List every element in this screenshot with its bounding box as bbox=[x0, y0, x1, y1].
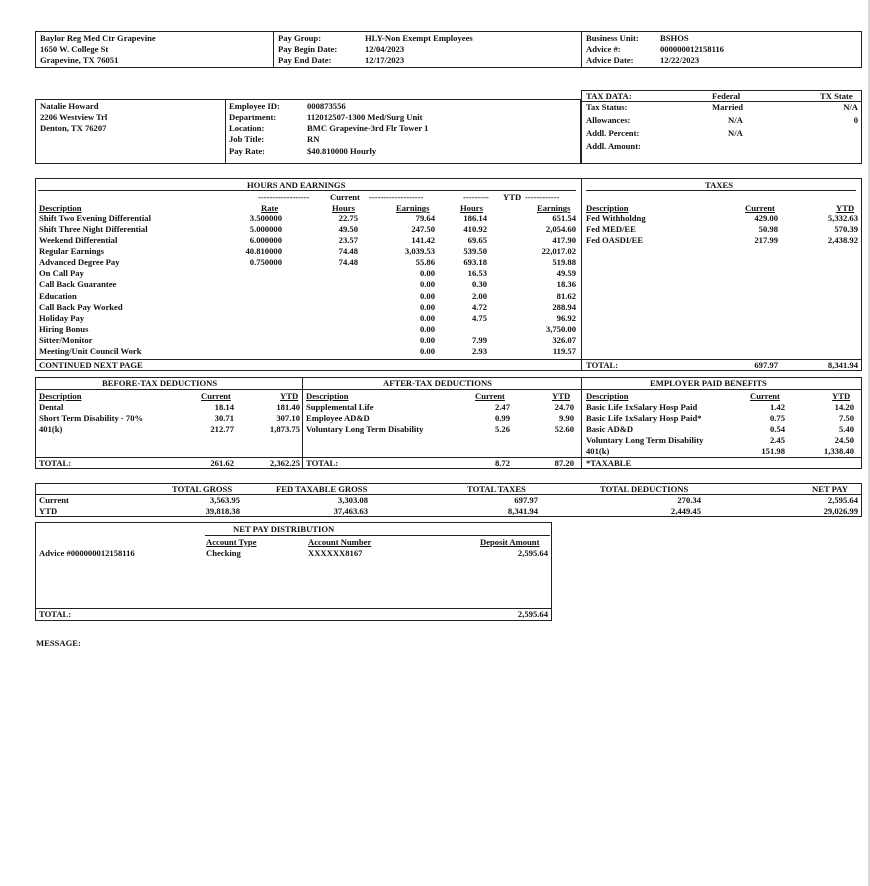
current-hours-header: Hours bbox=[332, 203, 355, 213]
taxes-total-current: 697.97 bbox=[754, 360, 778, 370]
earning-ytd-hours: 0.30 bbox=[471, 279, 487, 290]
before-tax-ytd: 307.10 bbox=[276, 413, 300, 423]
earning-description: Meeting/Unit Council Work bbox=[39, 345, 142, 356]
earning-current-hours: 22.75 bbox=[338, 213, 358, 223]
benefit-current: 0.54 bbox=[769, 424, 785, 434]
addl-amount-label: Addl. Amount: bbox=[586, 141, 641, 151]
earning-ytd-amount: 18.36 bbox=[556, 279, 576, 290]
after-tax-ytd-header: YTD bbox=[552, 391, 571, 401]
benefit-ytd: 14.20 bbox=[834, 402, 854, 412]
earning-ytd-hours: 4.72 bbox=[471, 301, 487, 312]
location-value: BMC Grapevine-3rd Flr Tower 1 bbox=[307, 123, 429, 133]
earning-current-amount: 0.00 bbox=[419, 301, 435, 312]
after-tax-ytd: 52.60 bbox=[554, 424, 574, 434]
benefit-ytd: 24.50 bbox=[834, 435, 854, 445]
tax-current: 50.98 bbox=[758, 224, 778, 234]
pay-group-label: Pay Group: bbox=[278, 33, 322, 43]
earning-current-amount: 247.50 bbox=[411, 224, 435, 235]
earning-current-amount: 79.64 bbox=[415, 213, 435, 223]
total-gross-current: 3,563.95 bbox=[209, 495, 240, 505]
earning-description: Holiday Pay bbox=[39, 312, 85, 323]
earning-ytd-amount: 119.57 bbox=[552, 345, 576, 356]
benefit-description: Basic Life 1xSalary Hosp Paid bbox=[586, 402, 698, 412]
after-tax-total-label: TOTAL: bbox=[306, 458, 339, 468]
deposit-amount: 2,595.64 bbox=[517, 548, 548, 558]
message-label: MESSAGE: bbox=[36, 638, 81, 648]
allowances-federal: N/A bbox=[728, 115, 743, 125]
divider bbox=[38, 190, 576, 191]
advice-number-value: 000000012158116 bbox=[660, 44, 724, 54]
employer-address-line2: Grapevine, TX 76051 bbox=[40, 55, 119, 65]
distribution-total-amount: 2,595.64 bbox=[517, 609, 548, 619]
summary-box bbox=[35, 483, 862, 517]
divider bbox=[205, 535, 550, 536]
total-deductions-ytd: 2,449.45 bbox=[670, 506, 701, 516]
total-gross-header: TOTAL GROSS bbox=[172, 484, 233, 494]
earning-current-amount: 0.00 bbox=[419, 323, 435, 334]
divider bbox=[586, 190, 856, 191]
addl-percent-federal: N/A bbox=[728, 128, 743, 138]
before-tax-total-ytd: 2,362.25 bbox=[269, 458, 300, 468]
earning-rate: 3.500000 bbox=[249, 213, 282, 223]
divider bbox=[302, 377, 303, 469]
current-dashes-left: ------------------ bbox=[258, 192, 310, 202]
pay-rate-value: $40.810000 Hourly bbox=[307, 146, 377, 156]
earning-ytd-amount: 288.94 bbox=[552, 301, 576, 312]
earning-current-hours: 74.48 bbox=[338, 257, 358, 268]
before-tax-total-current: 261.62 bbox=[210, 458, 234, 468]
divider bbox=[36, 608, 552, 609]
tax-ytd-header: YTD bbox=[836, 203, 855, 213]
employee-id-label: Employee ID: bbox=[229, 101, 280, 111]
after-tax-ytd: 9.90 bbox=[558, 413, 574, 423]
divider bbox=[36, 494, 862, 495]
earning-current-hours: 23.57 bbox=[338, 235, 358, 246]
before-tax-description: 401(k) bbox=[39, 424, 63, 434]
current-dashes-right: ------------------- bbox=[369, 192, 424, 202]
business-unit-label: Business Unit: bbox=[586, 33, 639, 43]
after-tax-description-header: Description bbox=[306, 391, 349, 401]
earning-current-amount: 0.00 bbox=[419, 334, 435, 345]
earning-current-amount: 0.00 bbox=[419, 268, 435, 279]
deposit-amount-header: Deposit Amount bbox=[480, 537, 540, 547]
advice-number-label: Advice #: bbox=[586, 44, 621, 54]
benefits-ytd-header: YTD bbox=[832, 391, 851, 401]
ytd-dashes-right: ------------ bbox=[525, 192, 560, 202]
location-label: Location: bbox=[229, 123, 265, 133]
total-deductions-current: 270.34 bbox=[677, 495, 701, 505]
benefit-description: Basic AD&D bbox=[586, 424, 634, 434]
earning-description: On Call Pay bbox=[39, 268, 84, 279]
after-tax-title: AFTER-TAX DEDUCTIONS bbox=[383, 378, 492, 388]
earning-current-amount: 0.00 bbox=[419, 290, 435, 301]
pay-group-value: HLY-Non Exempt Employees bbox=[365, 33, 473, 43]
rate-header: Rate bbox=[261, 203, 279, 213]
taxes-total-label: TOTAL: bbox=[586, 360, 619, 370]
current-group-label: Current bbox=[330, 192, 360, 202]
total-taxes-header: TOTAL TAXES bbox=[467, 484, 526, 494]
before-tax-description: Short Term Disability - 70% bbox=[39, 413, 144, 423]
before-tax-current: 212.77 bbox=[210, 424, 234, 434]
total-gross-ytd: 39,818.38 bbox=[205, 506, 240, 516]
earning-description: Weekend Differential bbox=[39, 235, 118, 246]
net-pay-ytd: 29,026.99 bbox=[823, 506, 858, 516]
tax-status-federal: Married bbox=[712, 102, 744, 112]
account-number-header: Account Number bbox=[308, 537, 372, 547]
fed-taxable-gross-ytd: 37,463.63 bbox=[333, 506, 368, 516]
earning-current-amount: 0.00 bbox=[419, 279, 435, 290]
earning-ytd-hours: 16.53 bbox=[467, 268, 487, 279]
earning-ytd-amount: 96.92 bbox=[556, 312, 576, 323]
after-tax-description: Employee AD&D bbox=[306, 413, 370, 423]
ytd-group-label: YTD bbox=[503, 192, 522, 202]
earning-current-amount: 0.00 bbox=[419, 312, 435, 323]
addl-percent-label: Addl. Percent: bbox=[586, 128, 640, 138]
allowances-state: 0 bbox=[853, 115, 858, 125]
after-tax-ytd: 24.70 bbox=[554, 402, 574, 412]
tax-status-label: Tax Status: bbox=[586, 102, 628, 112]
account-type: Checking bbox=[206, 548, 241, 558]
earning-description: Shift Three Night Differential bbox=[39, 224, 148, 235]
earning-rate: 5.000000 bbox=[249, 224, 282, 235]
earning-ytd-hours: 539.50 bbox=[463, 246, 487, 257]
benefit-current: 2.45 bbox=[769, 435, 785, 445]
job-title-value: RN bbox=[307, 134, 320, 144]
earning-ytd-amount: 417.90 bbox=[552, 235, 576, 246]
benefit-ytd: 7.50 bbox=[838, 413, 854, 423]
tax-ytd: 570.39 bbox=[834, 224, 858, 234]
pay-begin-date-label: Pay Begin Date: bbox=[278, 44, 338, 54]
tax-description-header: Description bbox=[586, 203, 629, 213]
fed-taxable-gross-header: FED TAXABLE GROSS bbox=[276, 484, 368, 494]
employee-id-value: 000873556 bbox=[307, 101, 346, 111]
net-pay-distribution-title: NET PAY DISTRIBUTION bbox=[233, 524, 335, 534]
earning-description: Advanced Degree Pay bbox=[39, 257, 120, 268]
before-tax-description: Dental bbox=[39, 402, 64, 412]
tax-description: Fed Withholdng bbox=[586, 213, 646, 223]
earning-rate: 0.750000 bbox=[249, 257, 282, 268]
after-tax-total-current: 8.72 bbox=[494, 458, 510, 468]
earning-description: Sitter/Monitor bbox=[39, 334, 93, 345]
taxes-total-ytd: 8,341.94 bbox=[827, 360, 858, 370]
before-tax-current-header: Current bbox=[201, 391, 231, 401]
before-tax-ytd-header: YTD bbox=[280, 391, 299, 401]
account-number: XXXXXX8167 bbox=[308, 548, 363, 558]
net-pay-distribution-box bbox=[35, 522, 552, 621]
earning-ytd-hours: 186.14 bbox=[463, 213, 487, 223]
earning-ytd-amount: 22,017.02 bbox=[541, 246, 576, 257]
earning-description: Education bbox=[39, 290, 77, 301]
pay-end-date-value: 12/17/2023 bbox=[365, 55, 405, 65]
tax-ytd: 2,438.92 bbox=[827, 235, 858, 245]
department-label: Department: bbox=[229, 112, 277, 122]
tax-status-state: N/A bbox=[843, 102, 858, 112]
employer-benefits-title: EMPLOYER PAID BENEFITS bbox=[650, 378, 767, 388]
ytd-earnings-header: Earnings bbox=[537, 203, 571, 213]
summary-ytd-label: YTD bbox=[39, 506, 58, 516]
benefits-current-header: Current bbox=[750, 391, 780, 401]
divider bbox=[273, 31, 274, 68]
earning-ytd-amount: 3,750.00 bbox=[545, 323, 576, 334]
benefit-ytd: 5.40 bbox=[838, 424, 854, 434]
earning-description: Hiring Bonus bbox=[39, 323, 89, 334]
earning-ytd-hours: 693.18 bbox=[463, 257, 487, 268]
summary-current-label: Current bbox=[39, 495, 69, 505]
after-tax-current-header: Current bbox=[475, 391, 505, 401]
total-taxes-current: 697.97 bbox=[514, 495, 538, 505]
employer-name: Baylor Reg Med Ctr Grapevine bbox=[40, 33, 156, 43]
after-tax-current: 0.99 bbox=[494, 413, 510, 423]
before-tax-ytd: 1,873.75 bbox=[269, 424, 300, 434]
taxes-title: TAXES bbox=[705, 180, 734, 190]
earning-description: Regular Earnings bbox=[39, 246, 105, 257]
earning-rate: 40.810000 bbox=[245, 246, 282, 257]
distribution-total-label: TOTAL: bbox=[39, 609, 72, 619]
pay-end-date-label: Pay End Date: bbox=[278, 55, 332, 65]
tax-current-header: Current bbox=[745, 203, 775, 213]
tax-current: 429.00 bbox=[754, 213, 778, 223]
after-tax-total-ytd: 87.20 bbox=[554, 458, 574, 468]
account-type-header: Account Type bbox=[206, 537, 257, 547]
net-pay-current: 2,595.64 bbox=[827, 495, 858, 505]
divider bbox=[581, 31, 582, 68]
divider bbox=[581, 178, 582, 371]
benefit-description: 401(k) bbox=[586, 446, 610, 456]
tax-data-label: TAX DATA: bbox=[586, 91, 632, 101]
earning-current-hours: 74.48 bbox=[338, 246, 358, 257]
employer-address-line1: 1650 W. College St bbox=[40, 44, 109, 54]
tax-description: Fed MED/EE bbox=[586, 224, 636, 234]
earning-description: Shift Two Evening Differential bbox=[39, 213, 151, 223]
before-tax-title: BEFORE-TAX DEDUCTIONS bbox=[102, 378, 218, 388]
earning-current-amount: 141.42 bbox=[411, 235, 435, 246]
employee-address-line2: Denton, TX 76207 bbox=[40, 123, 107, 133]
benefits-description-header: Description bbox=[586, 391, 629, 401]
advice-date-value: 12/22/2023 bbox=[660, 55, 700, 65]
before-tax-total-label: TOTAL: bbox=[39, 458, 72, 468]
pay-rate-label: Pay Rate: bbox=[229, 146, 266, 156]
department-value: 112012507-1300 Med/Surg Unit bbox=[307, 112, 423, 122]
net-pay-header: NET PAY bbox=[812, 484, 848, 494]
allowances-label: Allowances: bbox=[586, 115, 631, 125]
advice-date-label: Advice Date: bbox=[586, 55, 634, 65]
earning-ytd-amount: 81.62 bbox=[556, 290, 576, 301]
after-tax-current: 5.26 bbox=[494, 424, 510, 434]
earning-ytd-hours: 69.65 bbox=[467, 235, 487, 246]
earning-ytd-hours: 4.75 bbox=[471, 312, 487, 323]
earning-ytd-amount: 651.54 bbox=[552, 213, 576, 223]
ytd-dashes-left: --------- bbox=[463, 192, 489, 202]
pay-begin-date-value: 12/04/2023 bbox=[365, 44, 405, 54]
earning-ytd-amount: 326.07 bbox=[552, 334, 576, 345]
before-tax-current: 30.71 bbox=[214, 413, 234, 423]
tax-description: Fed OASDI/EE bbox=[586, 235, 644, 245]
benefit-description: Basic Life 1xSalary Hosp Paid* bbox=[586, 413, 702, 423]
continued-next-page: CONTINUED NEXT PAGE bbox=[39, 360, 143, 370]
after-tax-description: Voluntary Long Term Disability bbox=[306, 424, 424, 434]
earning-ytd-hours: 410.92 bbox=[463, 224, 487, 235]
earning-current-hours: 49.50 bbox=[338, 224, 358, 235]
divider bbox=[581, 377, 582, 469]
federal-header: Federal bbox=[712, 91, 741, 101]
earning-ytd-amount: 2,054.60 bbox=[545, 224, 576, 235]
earning-ytd-amount: 49.59 bbox=[556, 268, 576, 279]
benefit-current: 151.98 bbox=[761, 446, 785, 456]
earning-current-amount: 0.00 bbox=[419, 345, 435, 356]
earning-ytd-amount: 519.88 bbox=[552, 257, 576, 268]
benefit-ytd: 1,338.40 bbox=[823, 446, 854, 456]
business-unit-value: BSHOS bbox=[660, 33, 689, 43]
benefit-current: 1.42 bbox=[769, 402, 785, 412]
current-earnings-header: Earnings bbox=[396, 203, 430, 213]
tx-state-header: TX State bbox=[820, 91, 853, 101]
fed-taxable-gross-current: 3,303.08 bbox=[337, 495, 368, 505]
earning-ytd-hours: 2.00 bbox=[471, 290, 487, 301]
divider bbox=[36, 389, 862, 390]
earning-rate: 6.000000 bbox=[249, 235, 282, 246]
hours-earnings-title: HOURS AND EARNINGS bbox=[247, 180, 346, 190]
before-tax-current: 18.14 bbox=[214, 402, 234, 412]
after-tax-description: Supplemental Life bbox=[306, 402, 374, 412]
earning-current-amount: 55.86 bbox=[415, 257, 435, 268]
earning-ytd-hours: 2.93 bbox=[471, 345, 487, 356]
earning-description: Call Back Pay Worked bbox=[39, 301, 123, 312]
employee-name: Natalie Howard bbox=[40, 101, 99, 111]
divider bbox=[225, 99, 226, 164]
before-tax-ytd: 181.40 bbox=[276, 402, 300, 412]
benefit-description: Voluntary Long Term Disability bbox=[586, 435, 704, 445]
total-taxes-ytd: 8,341.94 bbox=[507, 506, 538, 516]
employee-address-line1: 2206 Westview Trl bbox=[40, 112, 108, 122]
after-tax-current: 2.47 bbox=[494, 402, 510, 412]
divider bbox=[36, 359, 862, 360]
earnings-description-header: Description bbox=[39, 203, 82, 213]
ytd-hours-header: Hours bbox=[460, 203, 483, 213]
earning-current-amount: 3,039.53 bbox=[404, 246, 435, 257]
advice-number: Advice #000000012158116 bbox=[39, 548, 135, 558]
benefit-current: 0.75 bbox=[769, 413, 785, 423]
tax-current: 217.99 bbox=[754, 235, 778, 245]
earning-ytd-hours: 7.99 bbox=[471, 334, 487, 345]
taxable-note: *TAXABLE bbox=[586, 458, 632, 468]
tax-ytd: 5,332.63 bbox=[827, 213, 858, 223]
total-deductions-header: TOTAL DEDUCTIONS bbox=[600, 484, 689, 494]
earning-description: Call Back Guarantee bbox=[39, 279, 117, 290]
job-title-label: Job Title: bbox=[229, 134, 265, 144]
before-tax-description-header: Description bbox=[39, 391, 82, 401]
